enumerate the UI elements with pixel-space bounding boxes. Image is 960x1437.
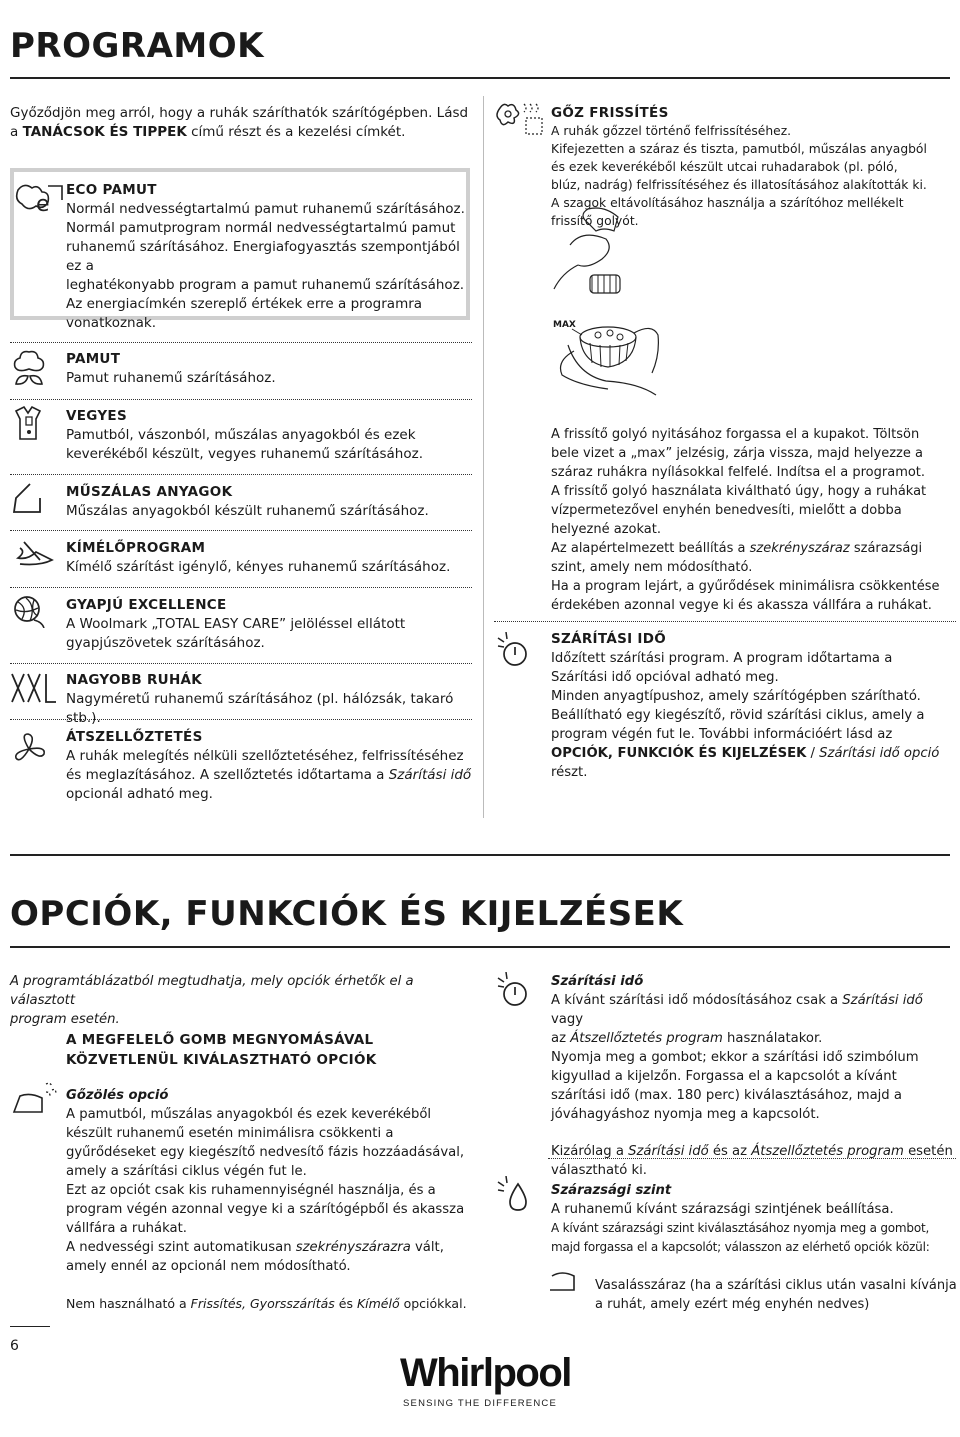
eco-line: vonatkoznak. xyxy=(66,315,156,331)
dryness-line: majd forgassa el a kapcsolót; válasszon az elérhető opciók közül: xyxy=(551,1240,930,1254)
intro-line: A programtáblázatból megtudhatja, mely opciók érhetők el a választott xyxy=(10,974,414,1008)
wool-line: gyapjúszövetek szárításához. xyxy=(66,635,265,651)
bulky-line: Nagyméretű ruhanemű szárításához (pl. hálózsák, takaró stb.). xyxy=(66,691,454,726)
mixed-clothes-icon xyxy=(12,405,46,441)
refresh-ball-illustration xyxy=(548,205,668,401)
timer-icon xyxy=(496,972,530,1008)
iron-dry-line: a ruhát, amely ezért még enyhén nedves) xyxy=(595,1297,870,1312)
dry-time-line: Minden anyagtípushoz, amely szárítógépben szárítható. xyxy=(551,689,921,704)
body-line: bele vizet a „max” jelzésig, zárja vissza, majd helyezze a xyxy=(551,446,923,461)
max-label: MAX xyxy=(553,320,576,330)
dry-time-opt-line: választható ki. xyxy=(551,1163,647,1178)
synthetics-section xyxy=(66,483,476,521)
steam-line: Ezt az opciót csak kis ruhamennyiségnél használja, és a xyxy=(66,1183,436,1198)
dry-time-option-section xyxy=(551,972,956,1180)
dryness-line: A ruhanemű kívánt szárazsági szintjének beállítása. xyxy=(551,1202,894,1217)
separator xyxy=(10,474,472,475)
wool-section xyxy=(66,596,476,653)
eco-line: Normál pamutprogram normál nedvességtartalmú pamut xyxy=(66,220,456,236)
steam-refresh-line: A szagok eltávolításához használja a szárítóhoz mellékelt xyxy=(551,196,904,210)
airing-title: ÁTSZELLŐZTETÉS xyxy=(66,729,203,745)
cotton-flower-icon xyxy=(12,348,46,388)
intro-line: Győződjön meg arról, hogy a ruhák száríthatók szárítógépben. Lásd xyxy=(10,105,469,121)
dry-time-line: program végén fut le. További információért lásd az xyxy=(551,727,893,742)
dry-time-opt-line: Nyomja meg a gombot; ekkor a szárítási idő szimbólum xyxy=(551,1050,919,1065)
separator xyxy=(10,663,472,664)
steam-line: készült ruhanemű esetén minimálisra csökkenti a xyxy=(66,1126,394,1141)
section-rule xyxy=(10,854,950,856)
dry-time-line: Időzített szárítási program. A program időtartama a xyxy=(551,651,893,666)
intro-line: program esetén. xyxy=(10,1012,120,1027)
title-rule xyxy=(10,77,950,79)
synthetics-line: Műszálas anyagokból készült ruhanemű szárításához. xyxy=(66,503,429,519)
wool-line: A Woolmark „TOTAL EASY CARE” jelöléssel ellátott xyxy=(66,616,406,632)
programs-title: PROGRAMOK xyxy=(10,26,264,66)
dry-time-opt-line: szárítási idő (max. 180 perc) kiválasztásához, majd a xyxy=(551,1088,902,1103)
body-line: helyezné azokat. xyxy=(551,522,661,537)
dry-time-opt-line: A kívánt szárítási idő módosításához csak a Szárítási idő vagy xyxy=(551,993,923,1027)
body-line: érdekében azonnal vegye ki és akassza vállfára a ruhákat. xyxy=(551,598,932,613)
separator xyxy=(10,342,472,343)
body-line: szint, amely nem módosítható. xyxy=(551,560,753,575)
dryness-title: Szárazsági szint xyxy=(551,1183,672,1198)
dry-time-line: Beállítható egy kiegészítő, rövid szárítási ciklus, amely a xyxy=(551,708,925,723)
steam-refresh-body xyxy=(551,425,956,615)
eco-line: Az energiacímkén szereplő értékek erre a programra xyxy=(66,296,423,312)
dryness-line: A kívánt szárazsági szint kiválasztásához nyomja meg a gombot, xyxy=(551,1221,930,1235)
eco-line: ruhanemű szárításához. Energiafogyasztás szempontjából ez a xyxy=(66,239,460,274)
delicates-line: Kímélő szárítást igénylő, kényes ruhanemű szárításához. xyxy=(66,559,451,575)
cotton-line: Pamut ruhanemű szárításához. xyxy=(66,370,276,386)
direct-line: A MEGFELELŐ GOMB MEGNYOMÁSÁVAL xyxy=(66,1032,374,1048)
separator xyxy=(10,530,472,531)
dry-time-opt-line: az Átszellőztetés program használatakor. xyxy=(551,1031,823,1046)
dry-time-line: részt. xyxy=(551,765,588,780)
dry-time-title: SZÁRÍTÁSI IDŐ xyxy=(551,631,667,647)
steam-line: amely a szárítási ciklus végén fut le. xyxy=(66,1164,307,1179)
airing-line: A ruhák melegítés nélküli szellőztetéséhez, felfrissítéséhez xyxy=(66,748,464,764)
eco-cotton-icon xyxy=(14,180,66,216)
dry-time-opt-line: Kizárólag a Szárítási idő és az Átszellőztetés program esetén xyxy=(551,1144,953,1159)
body-line: A frissítő golyó nyitásához forgassa el a kupakot. Töltsön xyxy=(551,427,920,442)
synthetics-icon xyxy=(12,482,42,514)
xxl-icon xyxy=(10,672,56,704)
delicates-title: KÍMÉLŐPROGRAM xyxy=(66,540,206,556)
page-number: 6 xyxy=(10,1338,19,1354)
dry-time-line: Szárítási idő opcióval adható meg. xyxy=(551,670,779,685)
steam-line: vállfára a ruhákat. xyxy=(66,1221,187,1236)
steam-not-usable: Nem használható a Frissítés, Gyorsszárítás és Kímélő opciókkal. xyxy=(66,1296,467,1311)
steam-refresh-title: GŐZ FRISSÍTÉS xyxy=(551,105,669,121)
column-divider xyxy=(483,96,484,818)
dry-time-line: OPCIÓK, FUNKCIÓK ÉS KIJELZÉSEK / Szárítási idő opció xyxy=(551,746,940,761)
mixed-section xyxy=(66,407,476,464)
delicates-section xyxy=(66,539,476,577)
title-rule xyxy=(10,946,950,948)
steam-refresh-line: frissítő golyót. xyxy=(551,214,639,228)
separator xyxy=(10,399,472,400)
body-line: Ha a program lejárt, a gyűrődések minimálisra csökkentése xyxy=(551,579,940,594)
dryness-section xyxy=(551,1181,956,1257)
synthetics-title: MŰSZÁLAS ANYAGOK xyxy=(66,484,233,500)
mixed-line: Pamutból, vászonból, műszálas anyagokból és ezek xyxy=(66,427,416,443)
cotton-title: PAMUT xyxy=(66,351,121,367)
fan-icon xyxy=(12,732,46,766)
airing-section xyxy=(66,728,476,804)
direct-options-heading xyxy=(66,1030,377,1070)
programs-intro xyxy=(10,104,475,142)
mixed-title: VEGYES xyxy=(66,408,127,424)
body-line: vízpermetezővel enyhén benedvesíti, mielőtt a dobba xyxy=(551,503,902,518)
eco-cotton-section xyxy=(66,181,476,333)
steam-refresh-icon xyxy=(494,100,544,140)
dry-time-section xyxy=(551,630,956,782)
delicates-icon xyxy=(10,538,56,572)
steam-option-title: Gőzölés opció xyxy=(66,1088,169,1103)
steam-refresh-line: A ruhák gőzzel történő felfrissítéséhez. xyxy=(551,124,792,138)
wool-title: GYAPJÚ EXCELLENCE xyxy=(66,597,227,613)
cotton-section xyxy=(66,350,476,388)
dry-time-opt-line: kigyullad a kijelzőn. Forgassa el a kapcsolót a kívánt xyxy=(551,1069,897,1084)
separator xyxy=(548,1158,956,1159)
dry-time-opt-line: jóváhagyáshoz nyomja meg a kapcsolót. xyxy=(551,1107,820,1122)
bulky-title: NAGYOBB RUHÁK xyxy=(66,672,203,688)
steam-line: A pamutból, műszálas anyagokból és ezek keverékéből xyxy=(66,1107,432,1122)
page-number-rule xyxy=(10,1326,50,1327)
timer-icon xyxy=(496,632,530,668)
mixed-line: keverékéből készült, vegyes ruhanemű szárításához. xyxy=(66,446,423,462)
body-line: A frissítő golyó használata kiváltható úgy, hogy a ruhákat xyxy=(551,484,927,499)
steam-refresh-line: blúz, nadrág) felfrissítéséhez és illatosításához alakították ki. xyxy=(551,178,927,192)
direct-line: KÖZVETLENÜL KIVÁLASZTHATÓ OPCIÓK xyxy=(66,1052,377,1068)
steam-option-section xyxy=(66,1086,476,1313)
steam-line: A nedvességi szint automatikusan szekrényszárazra vált, xyxy=(66,1240,444,1255)
separator xyxy=(10,587,472,588)
brand-tagline: SENSING THE DIFFERENCE xyxy=(403,1398,557,1409)
steam-line: program végén azonnal vegye ki a szárítógépből és akassza xyxy=(66,1202,465,1217)
options-title: OPCIÓK, FUNKCIÓK ÉS KIJELZÉSEK xyxy=(10,894,684,934)
iron-dry-option xyxy=(595,1276,960,1314)
separator xyxy=(494,621,956,622)
steam-iron-icon xyxy=(10,1080,60,1116)
body-line: Az alapértelmezett beállítás a szekrényszáraz szárazsági xyxy=(551,541,923,556)
iron-dry-line: Vasalásszáraz (ha a szárítási ciklus után vasalni kívánja xyxy=(595,1278,957,1293)
bulky-section xyxy=(66,671,476,728)
steam-line: gyűrődéseket egy kiegészítő nedvesítő fázis hozzáadásával, xyxy=(66,1145,465,1160)
eco-line: Normál nedvességtartalmú pamut ruhanemű szárításához. xyxy=(66,201,465,217)
body-line: száraz ruhákra nyílásokkal felfelé. Indítsa el a programot. xyxy=(551,465,926,480)
dry-time-option-title: Szárítási idő xyxy=(551,974,644,989)
steam-refresh-line: Kifejezetten a száraz és tiszta, pamutból, műszálas anyagból xyxy=(551,142,927,156)
airing-line: és meglazításához. A szellőztetés időtartama a Szárítási idő xyxy=(66,767,472,783)
eco-cotton-title: ECO PAMUT xyxy=(66,182,157,198)
wool-ball-icon xyxy=(12,594,46,628)
eco-line: leghatékonyabb program a pamut ruhanemű szárításához. xyxy=(66,277,465,293)
steam-refresh-line: és ezek keverékéből készült utcai ruhadarabok (pl. póló, xyxy=(551,160,898,174)
airing-line: opcionál adható meg. xyxy=(66,786,213,802)
dryness-drop-icon xyxy=(496,1176,532,1212)
options-intro xyxy=(10,972,480,1029)
intro-line: a TANÁCSOK ÉS TIPPEK című részt és a kezelési címkét. xyxy=(10,124,406,140)
brand-name: Whirlpool xyxy=(400,1351,571,1395)
steam-line: amely ennél az opcionál nem módosítható. xyxy=(66,1259,351,1274)
svg-text:e: e xyxy=(36,192,50,216)
whirlpool-logo xyxy=(400,1350,571,1409)
iron-dry-icon xyxy=(548,1270,576,1292)
